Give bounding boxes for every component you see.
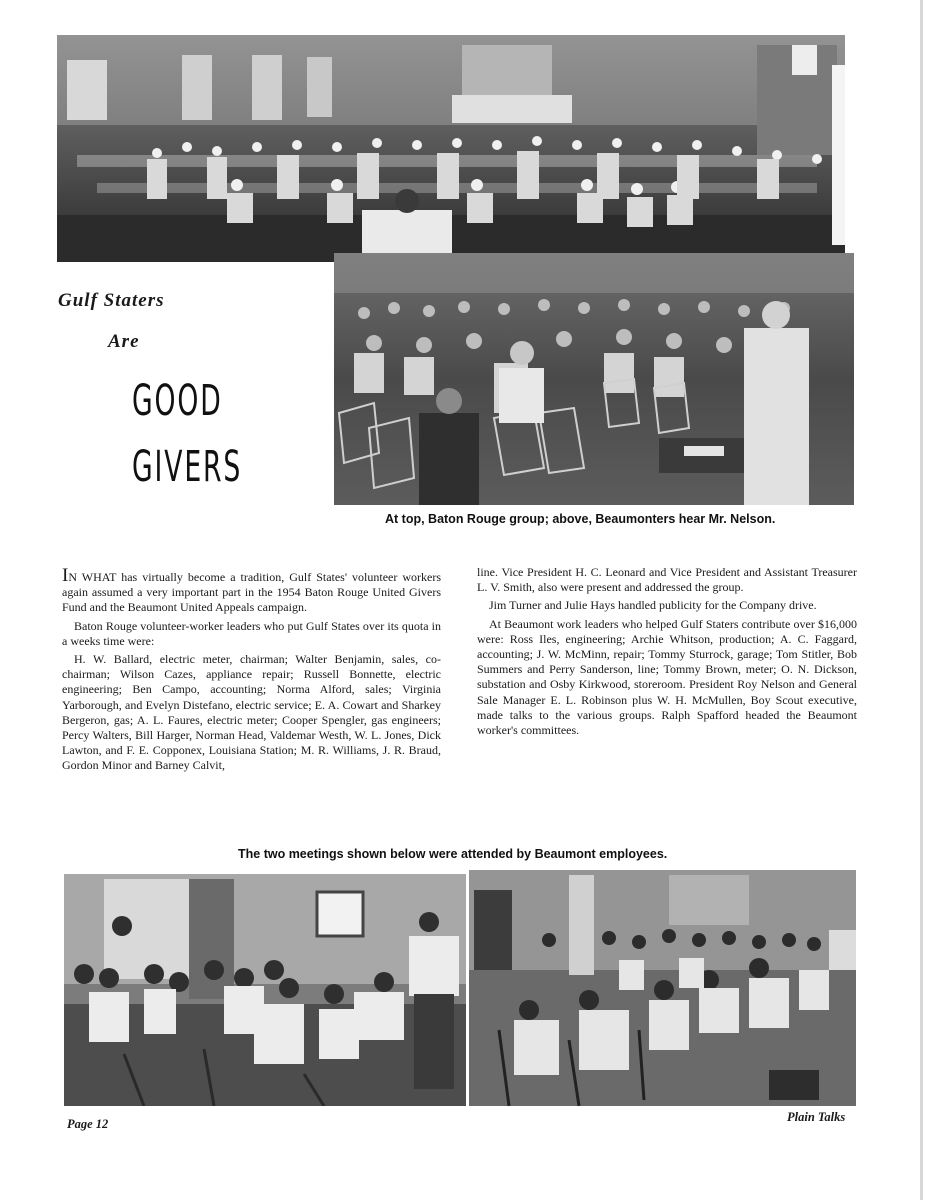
article-paragraph: H. W. Ballard, electric meter, chairman; Walter Benjamin, sales, co-chairman; Wilson Cazes, appliance repair; Russell Bonnette, electric engineering; Ben Campo, accounting; Norma Alford, sales; Virginia Yarborough, and Evelyn Distefano, electric service; E. A. Cowart and Sharkey Bergeron, gas; A. L. Faures, electric meter; Cooper Spengler, gas engineers; Percy Walters, Bill Harger, Norman Head, Valdemar Westh, W. L. Jones, Dick Lawton, and F. E. Copponex, Louisiana Station; M. R. Williams, J. R. Braud, Gordon Minor and Barney Calvit, [62,652,441,773]
headline-line-4: GIVERS [132,442,243,492]
article-paragraph [62,565,441,616]
photo-baton-rouge-group [57,35,845,262]
article-paragraph: line. Vice President H. C. Leonard and Vice President and Assistant Treasurer L. V. Smith, also were present and addressed the group. [477,565,857,595]
photo-beaumont-meeting-right [469,870,856,1106]
headline-line-2: Are [108,331,140,352]
caption-bottom: The two meetings shown below were attended by Beaumont employees. [238,847,668,861]
headline-line-1: Gulf Staters [58,290,165,311]
article-column-right [477,565,857,741]
publication-name: Plain Talks [787,1110,846,1124]
caption-top: At top, Baton Rouge group; above, Beaumonters hear Mr. Nelson. [385,512,776,526]
article-column-left [62,565,441,777]
article-paragraph: Jim Turner and Julie Hays handled publicity for the Company drive. [489,598,817,613]
page-number: Page 12 [67,1117,109,1131]
article-paragraph: Baton Rouge volunteer-worker leaders who put Gulf States over its quota in a weeks time were: [62,618,441,648]
photo-beaumonters-hear-mr-nelson [334,253,854,505]
headline-line-3: GOOD [132,376,223,426]
article-paragraph: At Beaumont work leaders who helped Gulf Staters contribute over $16,000 were: Ross Iles, engineering; Archie Whitson, production; A. C. Faggard, accounting; J. W. McMinn, repair; Tommy Sturrock, garage; Tom Stitler, Bob Summers and Perry Sanderson, line; Tommy Brown, meter; O. N. Dickson, substation and Osby Kirkwood, storeroom. President Roy Nelson and General Sale Manager E. L. Robinson plus W. H. McMullen, Boy Scout executive, made talks to the various groups. Ralph Spafford headed the Beaumont worker's committees. [477,616,857,738]
drop-cap: I [62,565,69,586]
photo-beaumont-meeting-left [64,874,466,1106]
paragraph-text: N WHAT has virtually become a tradition, Gulf States' volunteer workers again assumed a very important part in the 1954 Baton Rouge United Givers Fund and the Beaumont United Appeals campaign. [62,570,441,615]
